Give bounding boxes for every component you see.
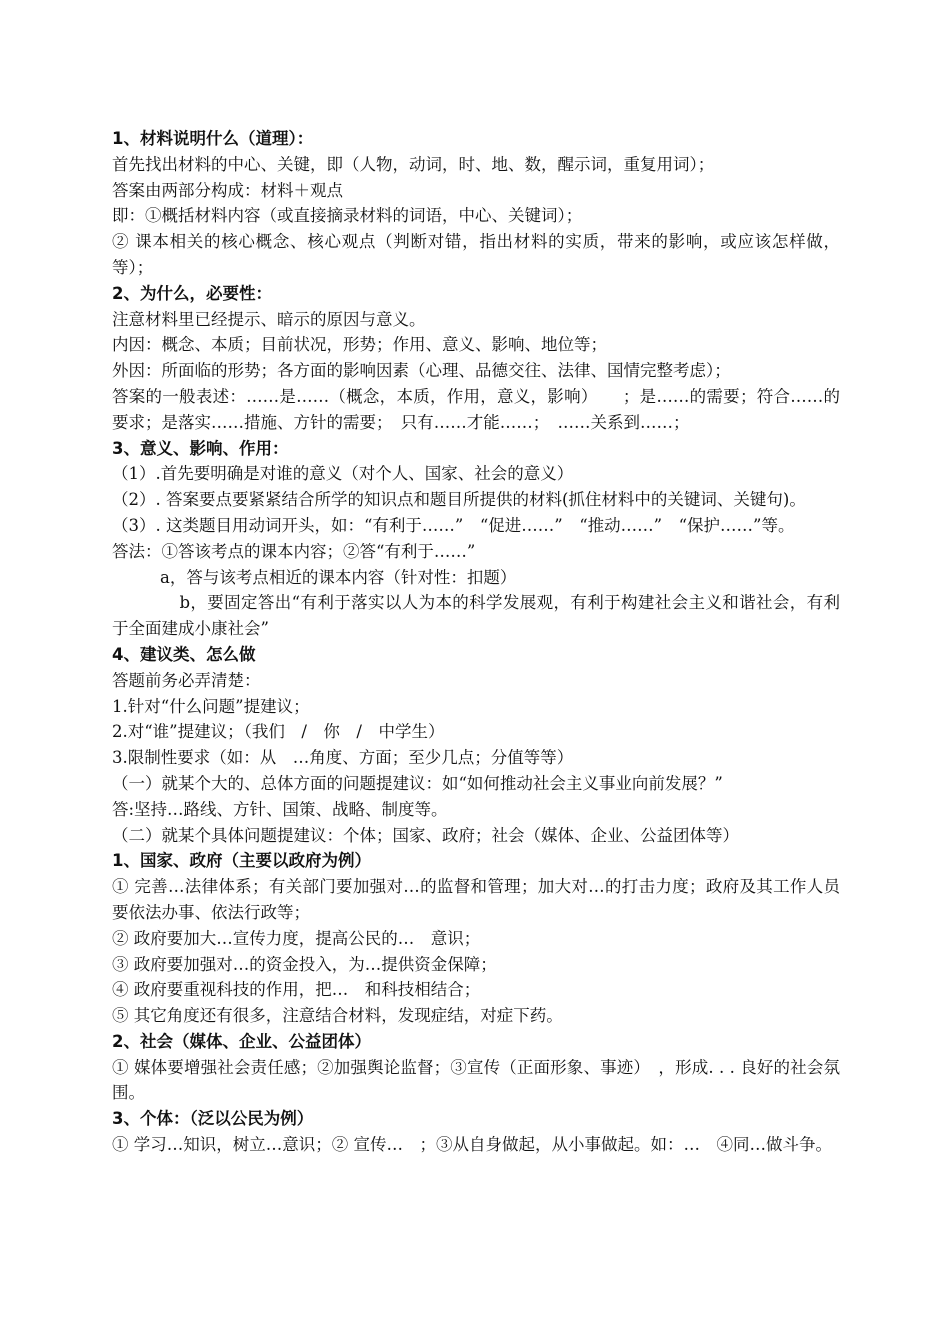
text-line: ④ 政府要重视科技的作用，把… 和科技相结合； [112, 980, 481, 1000]
text-line: （1）.首先要明确是对谁的意义（对个人、国家、社会的意义） [112, 464, 574, 484]
text-line: 答案的一般表述：……是……（概念，本质，作用，意义，影响） ；是……的需要；符合……的要求；是落实……措施、方针的需要； 只有……才能……； ……关系到……； [112, 386, 840, 432]
text-line: b，要固定答出“有利于落实以人为本的科学发展观，有利于构建社会主义和谐社会，有利于全面建成小康社会” [112, 593, 840, 639]
text-line: 1.针对“什么问题”提建议； [112, 696, 310, 716]
section-heading: 3、意义、影响、作用： [112, 438, 289, 458]
text-line: 2.对“谁”提建议；（我们 / 你 / 中学生） [112, 722, 445, 742]
section-heading: 1、国家、政府（主要以政府为例） [112, 851, 371, 871]
text-line: 即：①概括材料内容（或直接摘录材料的词语，中心、关键词）； [112, 206, 583, 226]
text-line: ③ 政府要加强对…的资金投入，为…提供资金保障； [112, 954, 497, 974]
section-heading: 3、个体：（泛以公民为例） [112, 1109, 314, 1129]
text-line: 注意材料里已经提示、暗示的原因与意义。 [112, 309, 426, 329]
text-line: ② 课本相关的核心概念、核心观点（判断对错，指出材料的实质，带来的影响，或应该怎样做，等）； [112, 232, 840, 277]
text-line: ⑤ 其它角度还有很多，注意结合材料，发现症结，对症下药。 [112, 1006, 563, 1026]
text-line: ② 政府要加大…宣传力度，提高公民的… 意识； [112, 928, 481, 948]
text-line: 首先找出材料的中心、关键，即（人物，动词，时、地、数，醒示词，重复用词）； [112, 154, 715, 174]
section-heading: 2、社会（媒体、企业、公益团体） [112, 1031, 371, 1051]
section-heading: 1、材料说明什么（道理）： [112, 129, 314, 148]
text-line: 3.限制性要求（如：从 …角度、方面；至少几点；分值等等） [112, 748, 574, 768]
text-line: （二）就某个具体问题提建议：个体；国家、政府；社会（媒体、企业、公益团体等） [112, 825, 739, 845]
text-line: 答题前务必弄清楚： [112, 670, 261, 690]
text-line: 内因：概念、本质；目前状况，形势；作用、意义、影响、地位等； [112, 335, 607, 355]
text-line: 外因：所面临的形势；各方面的影响因素（心理、品德交往、法律、国情完整考虑）； [112, 361, 731, 381]
section-heading: 2、为什么，必要性： [112, 283, 272, 303]
text-line: 答案由两部分构成：材料＋观点 [112, 180, 343, 200]
document-page [112, 126, 840, 1158]
text-line: （一）就某个大的、总体方面的问题提建议：如“如何推动社会主义事业向前发展？” [112, 773, 723, 793]
text-line: 答:坚持…路线、方针、国策、战略、制度等。 [112, 799, 448, 819]
text-line: ① 学习…知识，树立…意识；② 宣传… ；③从自身做起，从小事做起。如：… ④同…做斗争。 [112, 1135, 832, 1155]
text-line: ① 媒体要增强社会责任感；②加强舆论监督；③宣传（正面形象、事迹） ，形成. . . 良好的社会氛围。 [112, 1057, 840, 1103]
text-line: （2）. 答案要点要紧紧结合所学的知识点和题目所提供的材料(抓住材料中的关键词、关键句)。 [112, 490, 806, 510]
text-line: ① 完善…法律体系；有关部门要加强对…的监督和管理；加大对…的打击力度；政府及其工作人员要依法办事、依法行政等； [112, 877, 840, 922]
text-line: （3）. 这类题目用动词开头，如：“有利于……” “促进……” “推动……” “保护……”等。 [112, 515, 795, 535]
section-heading: 4、建议类、怎么做 [112, 644, 256, 664]
text-line: 答法：①答该考点的课本内容；②答“有利于……” [112, 541, 476, 561]
text-line: a，答与该考点相近的课本内容（针对性：扣题） [160, 567, 517, 587]
